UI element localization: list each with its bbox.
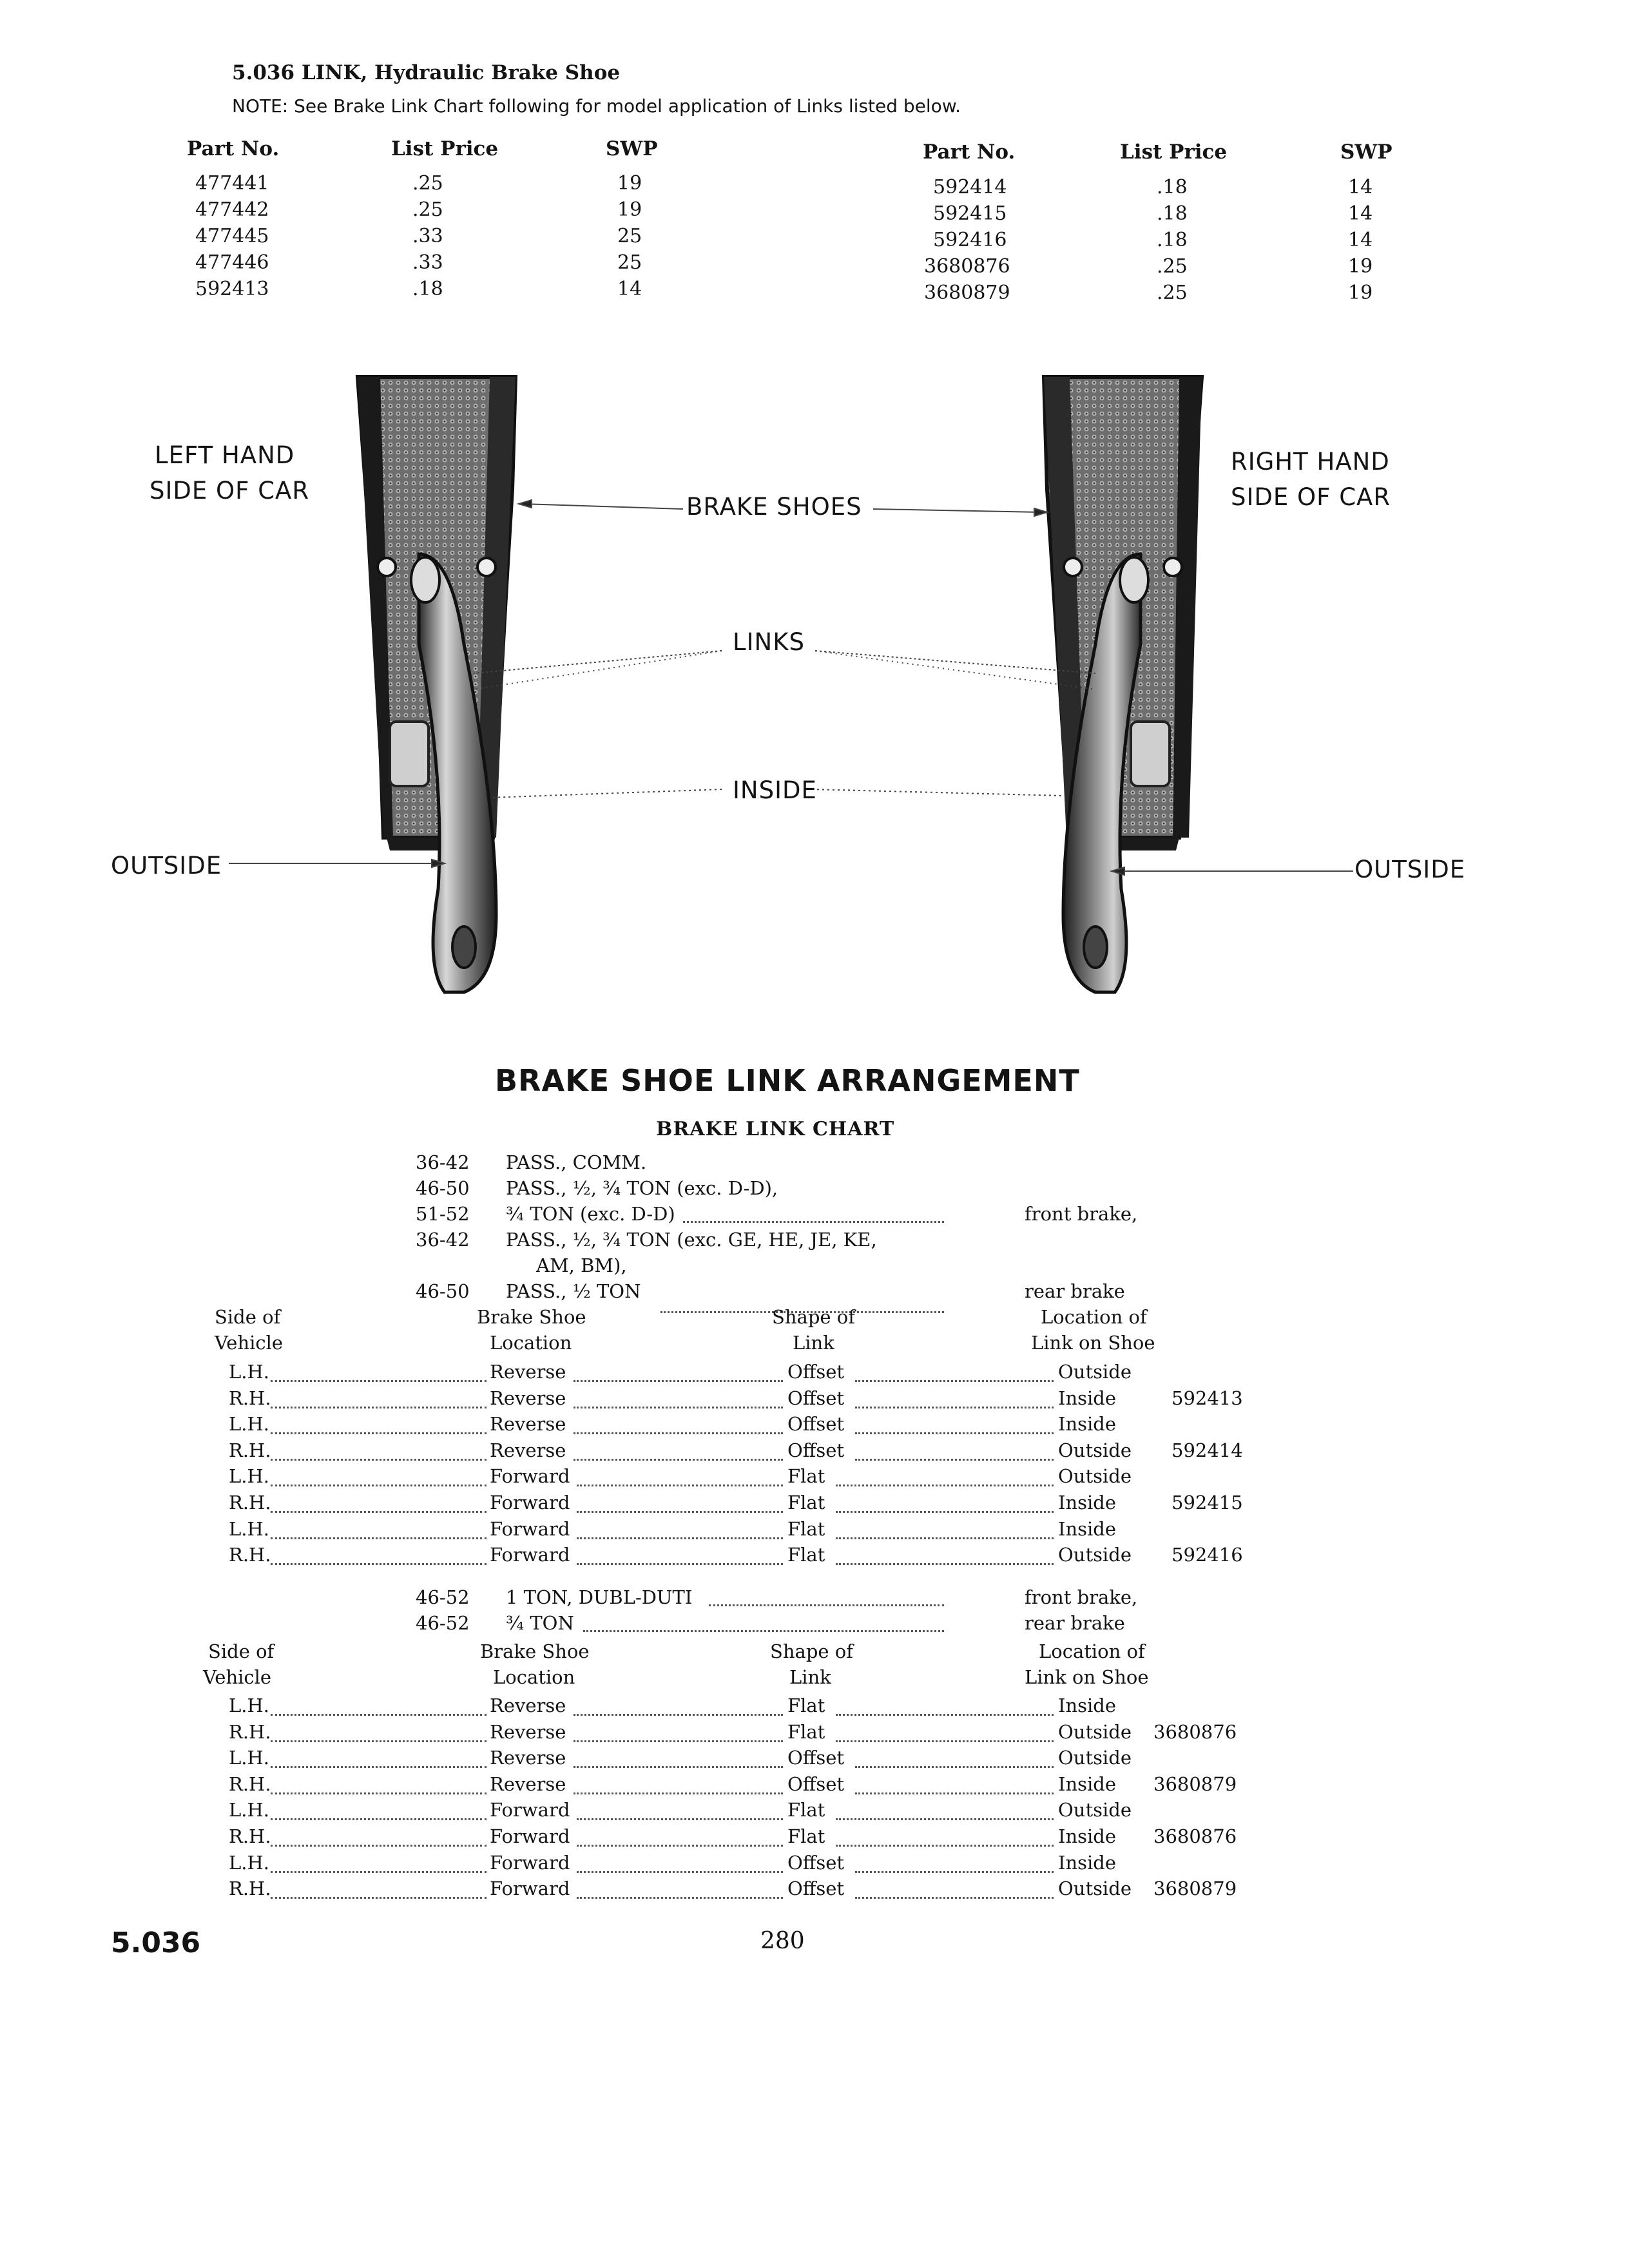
dot-leader <box>271 1563 487 1565</box>
side-of-vehicle: R.H. <box>229 1773 271 1795</box>
right-hand-label-1: RIGHT HAND <box>1231 448 1390 476</box>
dot-leader <box>836 1845 1054 1847</box>
col-header-location-of: Location of <box>1041 1306 1147 1328</box>
link-on-shoe: Inside <box>1058 1517 1117 1540</box>
list-price: .25 <box>412 172 443 195</box>
dot-leader <box>836 1537 1054 1539</box>
dot-leader <box>577 1818 783 1820</box>
dot-leader <box>855 1792 1054 1794</box>
dot-leader <box>836 1563 1054 1565</box>
dot-leader <box>271 1818 487 1820</box>
link-on-shoe: Outside <box>1058 1361 1132 1383</box>
note-text: NOTE: See Brake Link Chart following for model application of Links listed below. <box>232 95 961 117</box>
outside-right-label: OUTSIDE <box>1354 856 1466 883</box>
dot-leader <box>836 1485 1054 1486</box>
brake-shoe-location: Reverse <box>490 1695 566 1716</box>
brake-shoes-label: BRAKE SHOES <box>686 493 862 521</box>
part-number: 592414 <box>933 176 1007 198</box>
dot-leader <box>271 1871 487 1873</box>
dot-leader <box>271 1897 487 1899</box>
dot-leader <box>577 1897 783 1899</box>
brake-shoe-location: Forward <box>490 1492 570 1514</box>
side-of-vehicle: R.H. <box>229 1544 271 1566</box>
link-shape: Offset <box>787 1439 845 1461</box>
list-price: .18 <box>1157 176 1188 198</box>
brake-position: front brake, <box>1025 1586 1138 1608</box>
dot-leader <box>855 1407 1054 1408</box>
list-price: .18 <box>1157 229 1188 251</box>
part-number: 477446 <box>195 251 269 274</box>
link-on-shoe: Inside <box>1058 1413 1117 1436</box>
dot-leader <box>271 1537 487 1539</box>
link-on-shoe: Outside <box>1058 1799 1132 1821</box>
col-header-swp-2: SWP <box>1340 140 1393 164</box>
part-number: 592415 <box>1171 1492 1243 1514</box>
side-of-vehicle: R.H. <box>229 1825 271 1847</box>
brake-shoe-location: Reverse <box>490 1387 566 1409</box>
brake-shoe-location: Forward <box>490 1544 570 1566</box>
side-of-vehicle: R.H. <box>229 1387 271 1409</box>
dot-leader <box>271 1714 487 1716</box>
list-price: .18 <box>1157 202 1188 225</box>
section-title: 5.036 LINK, Hydraulic Brake Shoe <box>232 61 621 84</box>
col-header-swp: SWP <box>606 137 658 160</box>
part-number: 3680879 <box>924 282 1010 304</box>
link-shape: Offset <box>787 1361 845 1383</box>
dot-leader <box>709 1604 944 1606</box>
dot-leader <box>855 1766 1054 1768</box>
brake-position: rear brake <box>1025 1612 1125 1634</box>
side-of-vehicle: L.H. <box>229 1413 269 1436</box>
part-number: 592413 <box>1171 1387 1243 1409</box>
dot-leader <box>271 1380 487 1382</box>
col-header-list-price: List Price <box>391 137 499 160</box>
list-price: .33 <box>412 251 443 274</box>
swp-value: 14 <box>1348 202 1373 225</box>
dot-leader <box>577 1537 783 1539</box>
dot-leader <box>855 1459 1054 1461</box>
dot-leader <box>855 1871 1054 1873</box>
swp-value: 19 <box>1348 255 1373 278</box>
swp-value: 14 <box>1348 229 1373 251</box>
dot-leader <box>574 1407 783 1408</box>
brake-shoe-location: Reverse <box>490 1747 566 1769</box>
col-header-side: Side of <box>208 1640 275 1662</box>
link-on-shoe: Inside <box>1058 1492 1117 1514</box>
dot-leader <box>271 1432 487 1434</box>
col-header-link: Link <box>793 1332 834 1354</box>
model-description: 1 TON, DUBL-DUTI <box>506 1586 693 1608</box>
dot-leader <box>271 1485 487 1486</box>
brake-shoe-location: Reverse <box>490 1361 566 1383</box>
link-on-shoe: Outside <box>1058 1747 1132 1769</box>
dot-leader <box>574 1459 783 1461</box>
dot-leader <box>577 1485 783 1486</box>
right-hand-label-2: SIDE OF CAR <box>1231 483 1391 511</box>
col-header-location: Location <box>493 1666 575 1688</box>
brake-shoe-location: Forward <box>490 1851 570 1874</box>
part-number: 592416 <box>1171 1544 1243 1566</box>
model-years: 51-52 <box>416 1203 470 1225</box>
dot-leader <box>271 1407 487 1408</box>
brake-shoe-location: Forward <box>490 1465 570 1488</box>
part-number: 592415 <box>933 202 1007 225</box>
link-on-shoe: Inside <box>1058 1773 1117 1795</box>
chart-title: BRAKE LINK CHART <box>656 1118 895 1140</box>
link-on-shoe: Inside <box>1058 1825 1117 1847</box>
link-shape: Flat <box>787 1544 825 1566</box>
dot-leader <box>855 1897 1054 1899</box>
list-price: .25 <box>412 198 443 221</box>
brake-shoe-location: Forward <box>490 1799 570 1821</box>
model-years: 46-52 <box>416 1612 470 1634</box>
inside-label: INSIDE <box>733 776 817 804</box>
part-number: 3680876 <box>1153 1825 1237 1847</box>
model-description: ¾ TON <box>506 1612 574 1634</box>
model-description: PASS., ½ TON <box>506 1280 641 1302</box>
link-shape: Flat <box>787 1799 825 1821</box>
col-header-link: Link <box>789 1666 831 1688</box>
dot-leader <box>271 1459 487 1461</box>
link-on-shoe: Outside <box>1058 1544 1132 1566</box>
side-of-vehicle: L.H. <box>229 1361 269 1383</box>
col-header-vehicle: Vehicle <box>203 1666 272 1688</box>
col-header-side: Side of <box>215 1306 281 1328</box>
link-shape: Offset <box>787 1878 845 1900</box>
side-of-vehicle: L.H. <box>229 1465 269 1488</box>
link-on-shoe: Outside <box>1058 1439 1132 1461</box>
model-description: PASS., ½, ¾ TON (exc. GE, HE, JE, KE, <box>506 1229 877 1251</box>
swp-value: 19 <box>1348 282 1373 304</box>
link-shape: Flat <box>787 1517 825 1540</box>
links-label: LINKS <box>733 628 805 656</box>
side-of-vehicle: R.H. <box>229 1720 271 1743</box>
dot-leader <box>836 1818 1054 1820</box>
col-header-location-of: Location of <box>1039 1640 1145 1662</box>
link-shape: Flat <box>787 1825 825 1847</box>
list-price: .18 <box>412 278 443 300</box>
model-years: 46-50 <box>416 1177 470 1199</box>
dot-leader <box>855 1380 1054 1382</box>
model-description: PASS., COMM. <box>506 1151 647 1173</box>
dot-leader <box>855 1432 1054 1434</box>
part-number: 477441 <box>195 172 269 195</box>
link-shape: Offset <box>787 1851 845 1874</box>
dot-leader <box>574 1432 783 1434</box>
swp-value: 19 <box>617 198 642 221</box>
list-price: .25 <box>1157 255 1188 278</box>
dot-leader <box>836 1714 1054 1716</box>
dot-leader <box>574 1714 783 1716</box>
brake-shoe-location: Reverse <box>490 1773 566 1795</box>
link-on-shoe: Outside <box>1058 1465 1132 1488</box>
swp-value: 25 <box>617 251 642 274</box>
dot-leader <box>271 1740 487 1742</box>
dot-leader <box>683 1221 944 1223</box>
model-years: 46-50 <box>416 1280 470 1302</box>
dot-leader <box>574 1792 783 1794</box>
col-header-part-no-2: Part No. <box>923 140 1016 164</box>
brake-shoe-location: Reverse <box>490 1720 566 1743</box>
part-number: 477445 <box>195 225 269 247</box>
footer-section-number: 5.036 <box>111 1927 201 1959</box>
side-of-vehicle: L.H. <box>229 1851 269 1874</box>
swp-value: 14 <box>617 278 642 300</box>
side-of-vehicle: L.H. <box>229 1747 269 1769</box>
brake-shoe-location: Reverse <box>490 1413 566 1436</box>
swp-value: 25 <box>617 225 642 247</box>
left-hand-label-2: SIDE OF CAR <box>149 477 310 505</box>
brake-shoe-location: Reverse <box>490 1439 566 1461</box>
dot-leader <box>271 1792 487 1794</box>
part-number: 592416 <box>933 229 1007 251</box>
col-header-link-on-shoe: Link on Shoe <box>1025 1666 1149 1688</box>
figure-caption: BRAKE SHOE LINK ARRANGEMENT <box>495 1063 1080 1098</box>
dot-leader <box>577 1845 783 1847</box>
link-on-shoe: Inside <box>1058 1851 1117 1874</box>
part-number: 3680876 <box>1153 1720 1237 1743</box>
outside-left-label: OUTSIDE <box>111 852 222 879</box>
link-on-shoe: Inside <box>1058 1387 1117 1409</box>
link-shape: Offset <box>787 1747 845 1769</box>
col-header-shape: Shape of <box>772 1306 855 1328</box>
dot-leader <box>836 1740 1054 1742</box>
model-description: ¾ TON (exc. D-D) <box>506 1203 675 1225</box>
link-shape: Offset <box>787 1773 845 1795</box>
part-number: 3680879 <box>1153 1878 1237 1900</box>
col-header-part-no: Part No. <box>187 137 280 160</box>
dot-leader <box>574 1380 783 1382</box>
model-years: 36-42 <box>416 1151 470 1173</box>
col-header-location: Location <box>490 1332 572 1354</box>
list-price: .33 <box>412 225 443 247</box>
link-shape: Offset <box>787 1387 845 1409</box>
link-shape: Flat <box>787 1720 825 1743</box>
brake-shoe-location: Forward <box>490 1825 570 1847</box>
part-number: 477442 <box>195 198 269 221</box>
link-shape: Flat <box>787 1695 825 1716</box>
brake-position: rear brake <box>1025 1280 1125 1302</box>
model-years: 36-42 <box>416 1229 470 1251</box>
list-price: .25 <box>1157 282 1188 304</box>
brake-shoe-location: Forward <box>490 1517 570 1540</box>
model-description: AM, BM), <box>536 1254 627 1276</box>
side-of-vehicle: R.H. <box>229 1878 271 1900</box>
part-number: 3680879 <box>1153 1773 1237 1795</box>
swp-value: 19 <box>617 172 642 195</box>
dot-leader <box>271 1845 487 1847</box>
col-header-list-price-2: List Price <box>1120 140 1228 164</box>
side-of-vehicle: R.H. <box>229 1492 271 1514</box>
dot-leader <box>271 1766 487 1768</box>
side-of-vehicle: L.H. <box>229 1799 269 1821</box>
side-of-vehicle: R.H. <box>229 1439 271 1461</box>
part-number: 592414 <box>1171 1439 1243 1461</box>
side-of-vehicle: L.H. <box>229 1695 269 1716</box>
col-header-link-on-shoe: Link on Shoe <box>1031 1332 1155 1354</box>
dot-leader <box>574 1766 783 1768</box>
link-on-shoe: Outside <box>1058 1878 1132 1900</box>
dot-leader <box>836 1511 1054 1513</box>
dot-leader <box>583 1630 944 1632</box>
col-header-brake-shoe: Brake Shoe <box>477 1306 586 1328</box>
swp-value: 14 <box>1348 176 1373 198</box>
dot-leader <box>577 1511 783 1513</box>
brake-position: front brake, <box>1025 1203 1138 1225</box>
dot-leader <box>574 1740 783 1742</box>
col-header-brake-shoe: Brake Shoe <box>480 1640 590 1662</box>
part-number: 592413 <box>195 278 269 300</box>
dot-leader <box>577 1871 783 1873</box>
link-on-shoe: Outside <box>1058 1720 1132 1743</box>
brake-shoe-location: Forward <box>490 1878 570 1900</box>
dot-leader <box>577 1563 783 1565</box>
part-number: 3680876 <box>924 255 1010 278</box>
col-header-vehicle: Vehicle <box>215 1332 284 1354</box>
link-shape: Offset <box>787 1413 845 1436</box>
link-shape: Flat <box>787 1465 825 1488</box>
left-hand-label-1: LEFT HAND <box>155 441 295 469</box>
col-header-shape: Shape of <box>770 1640 853 1662</box>
dot-leader <box>271 1511 487 1513</box>
model-description: PASS., ½, ¾ TON (exc. D-D), <box>506 1177 778 1199</box>
model-years: 46-52 <box>416 1586 470 1608</box>
link-shape: Flat <box>787 1492 825 1514</box>
link-on-shoe: Inside <box>1058 1695 1117 1716</box>
page-number: 280 <box>760 1928 805 1954</box>
side-of-vehicle: L.H. <box>229 1517 269 1540</box>
